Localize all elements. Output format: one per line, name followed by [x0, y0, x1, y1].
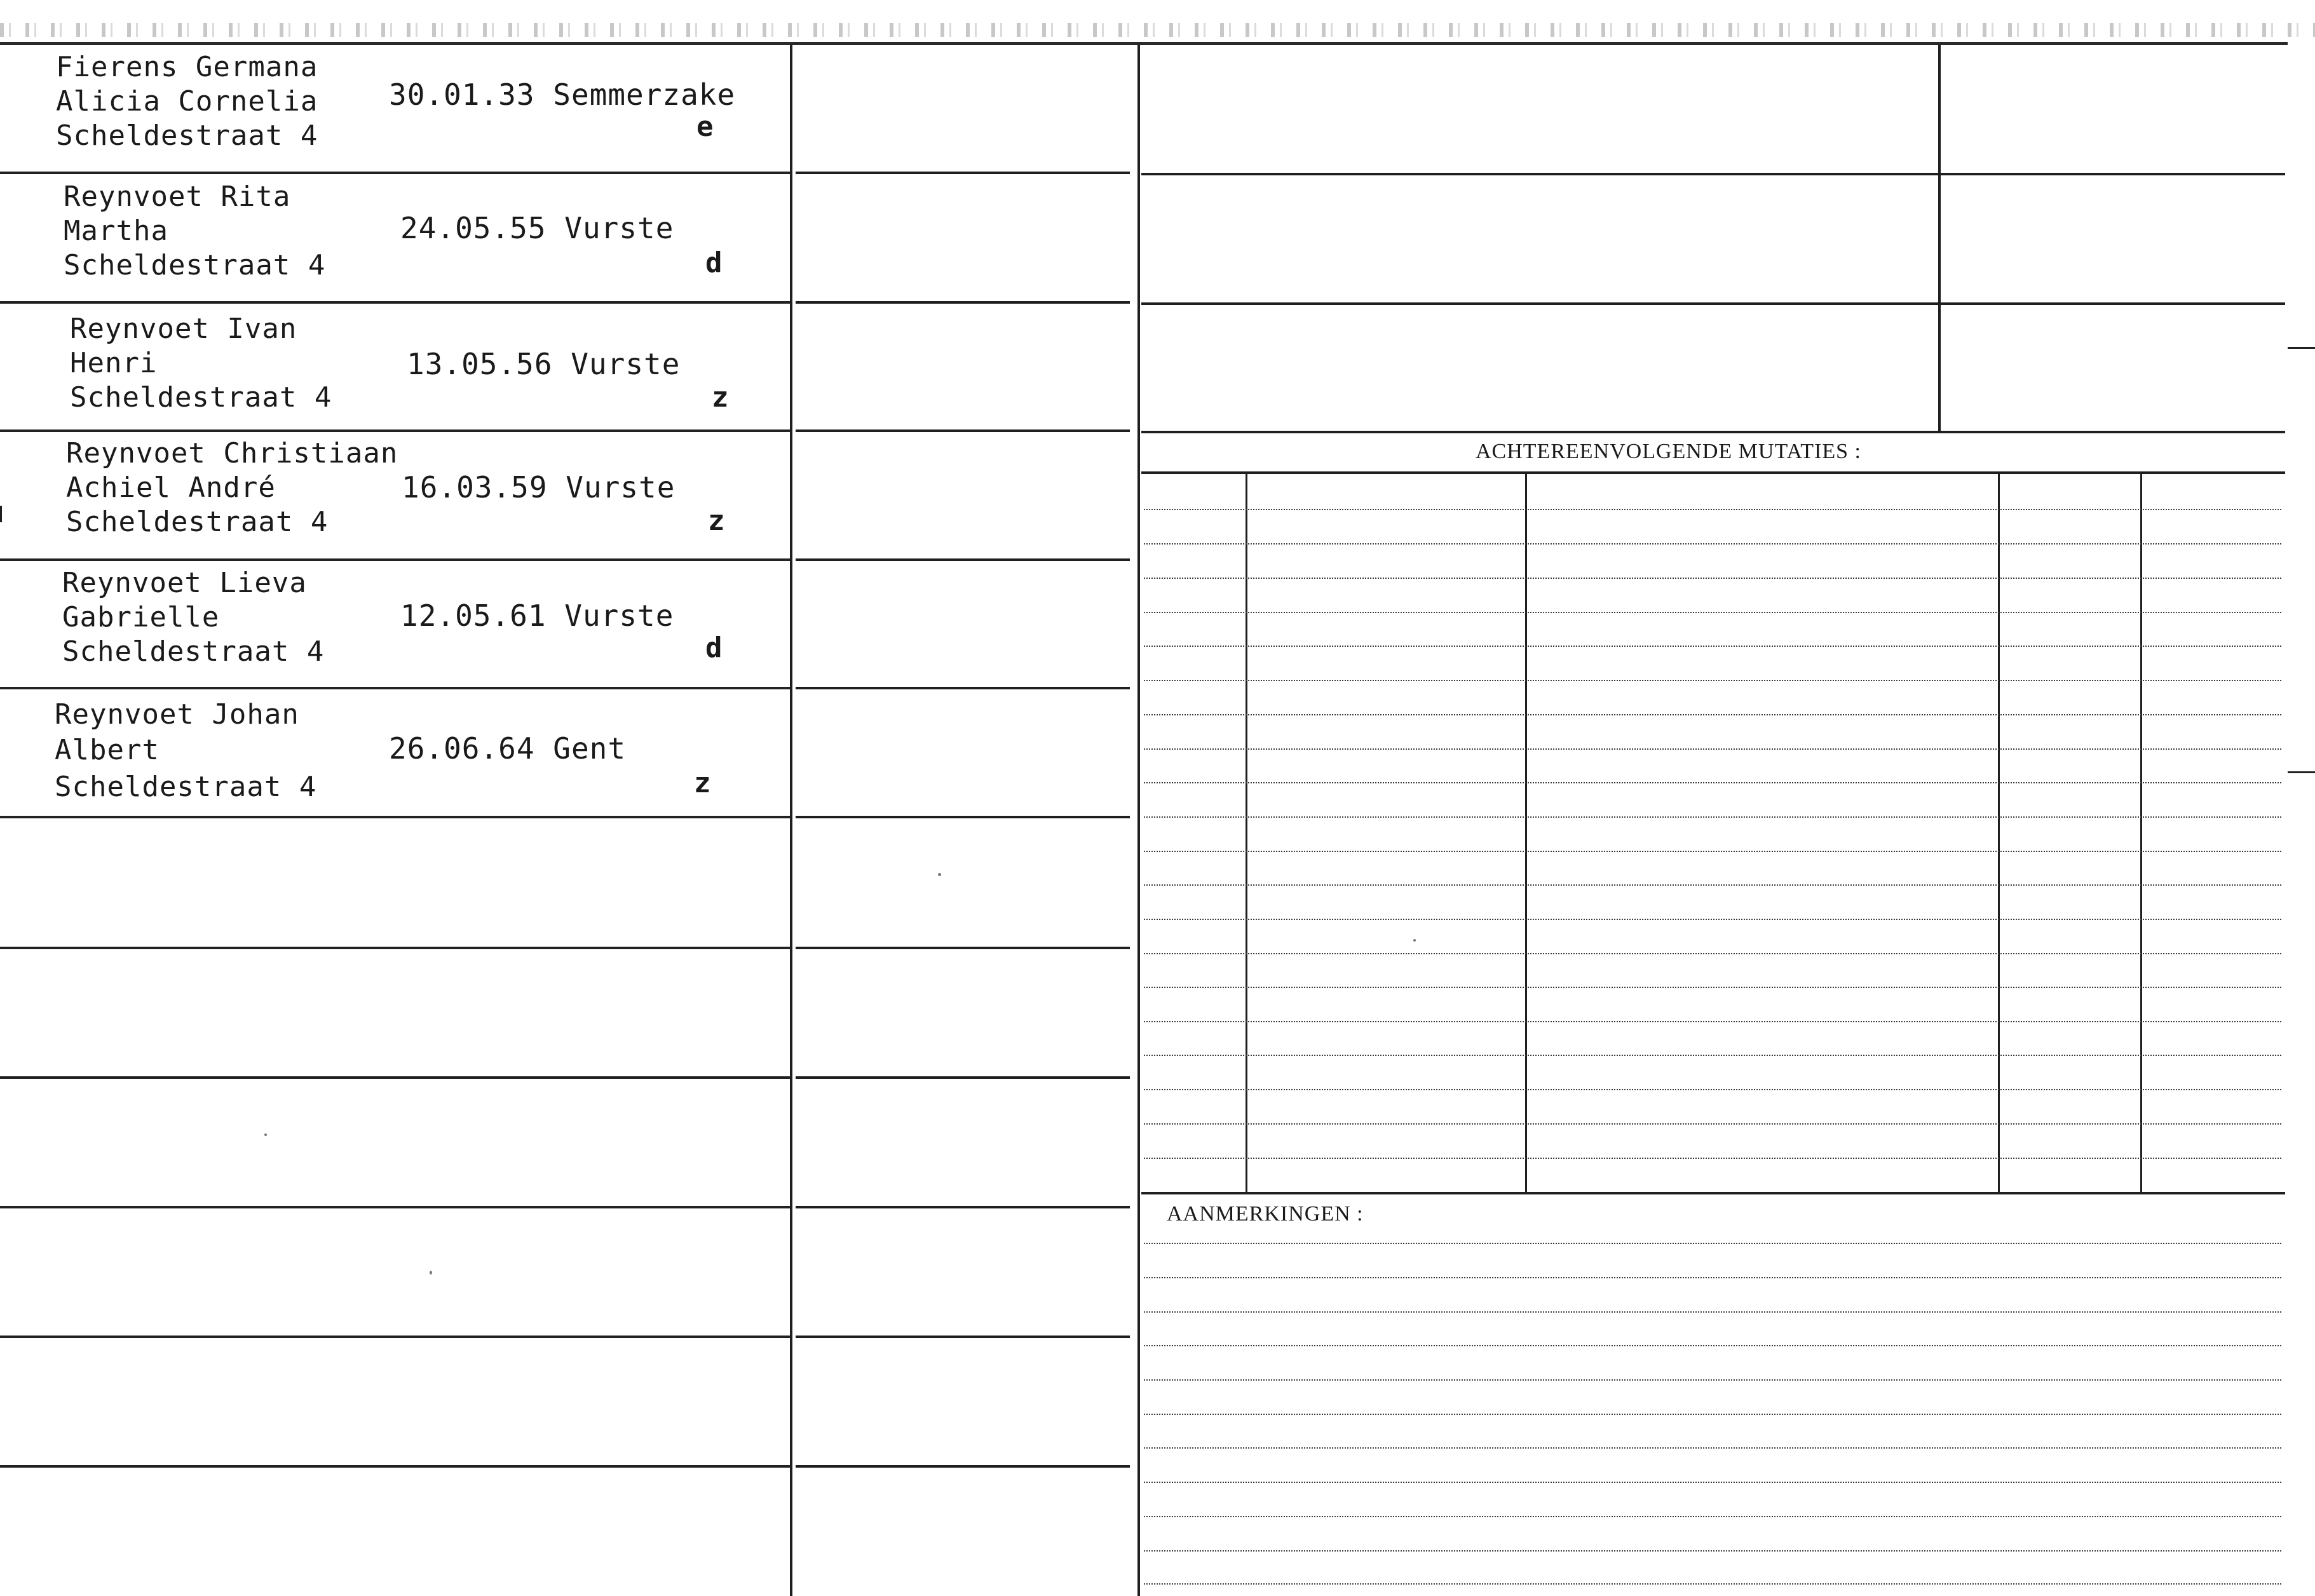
cell-divider: [796, 816, 1130, 818]
person-row: [0, 174, 791, 303]
person-sex: z: [708, 504, 726, 537]
cell-divider: [796, 687, 1130, 689]
margin-tick: [2288, 347, 2315, 349]
box-line: [1141, 431, 2285, 433]
cell-divider: [796, 1206, 1130, 1208]
person-given-names: Alicia Cornelia: [56, 85, 318, 118]
cell-divider: [796, 1076, 1130, 1079]
row-divider: [0, 1076, 791, 1079]
mutaties-top-line: [1141, 471, 2285, 474]
person-birth: 26.06.64 Gent: [389, 731, 627, 766]
cell-divider: [796, 558, 1130, 561]
mutaties-column: [2140, 473, 2142, 1193]
person-sex: z: [712, 381, 730, 414]
person-name: Reynvoet Ivan: [70, 313, 297, 345]
scan-speck: [1413, 939, 1416, 942]
box-line: [1141, 173, 2285, 175]
person-address: Scheldestraat 4: [70, 381, 332, 414]
person-address: Scheldestraat 4: [55, 771, 317, 803]
person-sex: z: [694, 767, 712, 799]
mutaties-column: [1525, 473, 1527, 1193]
margin-tick: [2288, 771, 2315, 773]
person-sex: d: [705, 247, 723, 279]
person-birth: 12.05.61 Vurste: [400, 598, 674, 633]
person-given-names: Achiel André: [66, 471, 276, 504]
person-sex: d: [705, 632, 723, 664]
person-birth: 24.05.55 Vurste: [400, 211, 674, 245]
scan-speck: [430, 1271, 432, 1275]
margin-tick: [0, 506, 2, 522]
person-birth: 16.03.59 Vurste: [402, 470, 675, 504]
person-address: Scheldestraat 4: [66, 506, 329, 538]
mutaties-column: [1998, 473, 2000, 1193]
person-row: [0, 302, 791, 431]
person-given-names: Albert: [55, 734, 160, 766]
person-given-names: Martha: [64, 215, 168, 247]
mutaties-bottom-line: [1141, 1192, 2285, 1194]
person-given-names: Gabrielle: [62, 601, 220, 633]
person-birth: 30.01.33 Semmerzake: [389, 78, 736, 112]
box-divider: [1938, 44, 1941, 432]
person-sex: e: [696, 111, 714, 143]
mutaties-column: [1246, 473, 1247, 1193]
person-name: Reynvoet Christiaan: [66, 437, 398, 470]
box-line: [1141, 302, 2285, 305]
scan-top-fringe: [0, 23, 2315, 37]
panel-divider: [1137, 44, 1140, 1596]
person-birth: 13.05.56 Vurste: [407, 347, 681, 381]
person-name: Reynvoet Johan: [55, 698, 299, 731]
person-name: Reynvoet Rita: [64, 180, 291, 213]
row-divider: [0, 1336, 791, 1338]
scan-speck: [938, 873, 941, 876]
scan-speck: [264, 1133, 267, 1136]
person-name: Reynvoet Lieva: [62, 567, 307, 599]
mutaties-heading: ACHTEREENVOLGENDE MUTATIES :: [1476, 440, 1861, 463]
person-row: [0, 44, 791, 173]
row-divider: [0, 1465, 791, 1468]
person-row: [0, 560, 791, 689]
cell-divider: [796, 429, 1130, 432]
cell-divider: [796, 301, 1130, 304]
person-row: [0, 431, 791, 560]
person-name: Fierens Germana: [56, 51, 318, 83]
row-divider: [0, 947, 791, 949]
person-given-names: Henri: [70, 347, 158, 379]
cell-divider: [796, 172, 1130, 174]
person-address: Scheldestraat 4: [62, 635, 325, 668]
cell-divider: [796, 1465, 1130, 1468]
cell-divider: [796, 1336, 1130, 1338]
row-divider: [0, 1206, 791, 1208]
person-address: Scheldestraat 4: [56, 119, 318, 152]
person-address: Scheldestraat 4: [64, 249, 326, 281]
column-divider: [790, 44, 792, 1596]
person-row: [0, 689, 791, 818]
aanmerkingen-heading: AANMERKINGEN :: [1167, 1202, 1364, 1226]
cell-divider: [796, 947, 1130, 949]
